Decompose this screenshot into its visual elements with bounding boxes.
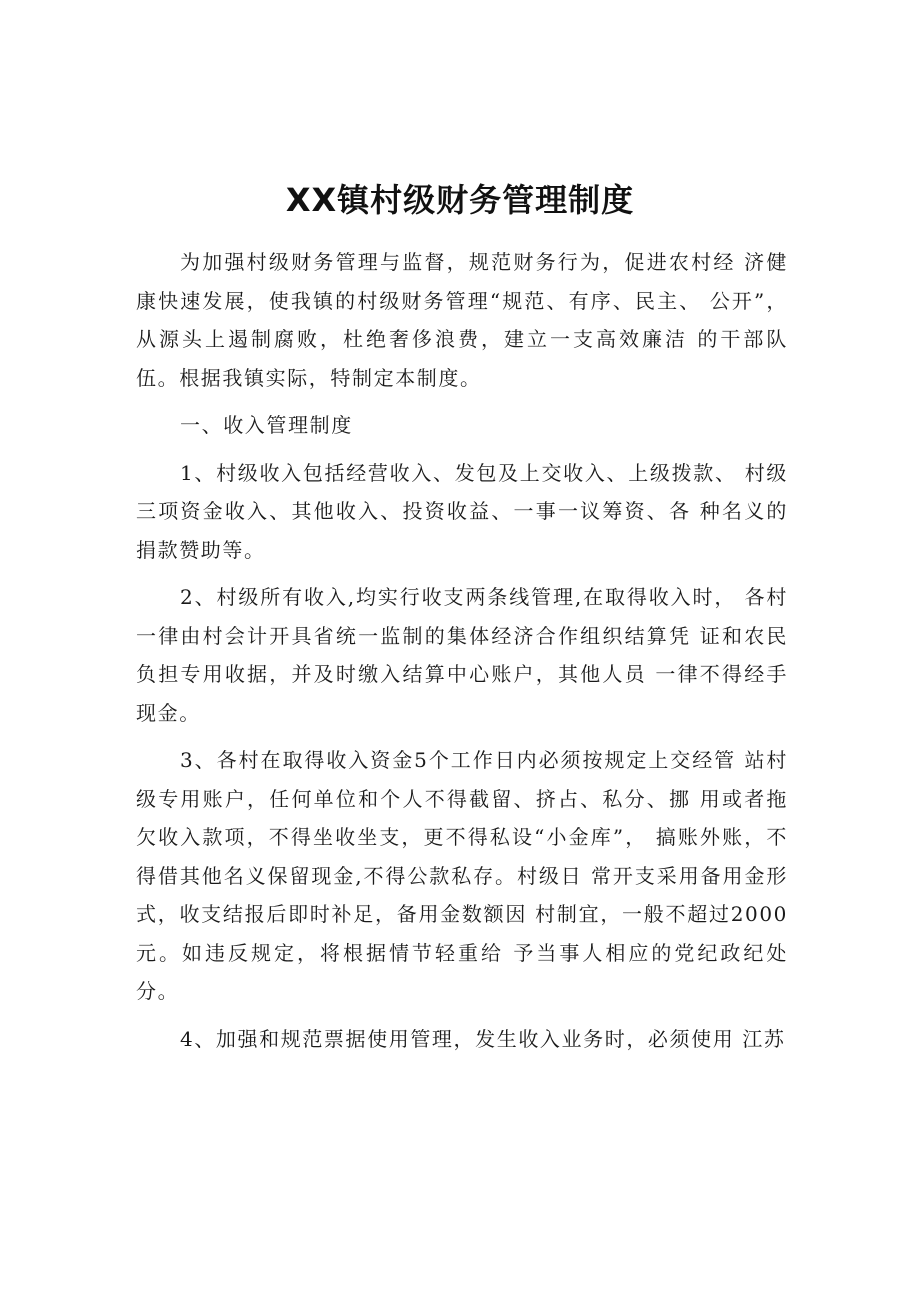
document-body: [136, 243, 788, 1067]
paragraph-item-2: 2、村级所有收入,均实行收支两条线管理,在取得收入时， 各村一律由村会计开具省统一监制的集体经济合作组织结算凭 证和农民负担专用收据，并及时缴入结算中心账户，其他人员 一律不得经手现金。: [136, 585, 788, 725]
paragraph-item-1: 1、村级收入包括经营收入、发包及上交收入、上级拨款、 村级三项资金收入、其他收入、投资收益、一事一议筹资、各 种名义的捐款赞助等。: [136, 460, 788, 562]
paragraph-item-4: 4、加强和规范票据使用管理，发生收入业务时，必须使用 江苏: [180, 1026, 786, 1051]
document-title: XX镇村级财务管理制度: [285, 181, 635, 219]
section-heading-income: 一、收入管理制度: [180, 413, 353, 437]
paragraph-intro: 为加强村级财务管理与监督，规范财务行为，促进农村经 济健康快速发展，使我镇的村级财务管理“规范、有序、民主、 公开”，从源头上遏制腐败，杜绝奢侈浪费，建立一支高效廉洁 的干部队伍。根据我镇实际，特制定本制度。: [136, 250, 788, 390]
paragraph-item-3: 3、各村在取得收入资金5个工作日内必须按规定上交经管 站村级专用账户，任何单位和个人不得截留、挤占、私分、挪 用或者拖欠收入款项，不得坐收坐支，更不得私设“小金库”， 搞账外账，不得借其他名义保留现金,不得公款私存。村级日 常开支采用备用金形式，收支结报后即时补足，备用金数额因 村制宜，一般不超过2000元。如违反规定，将根据情节轻重给 予当事人相应的党纪政纪处分。: [136, 748, 788, 1003]
